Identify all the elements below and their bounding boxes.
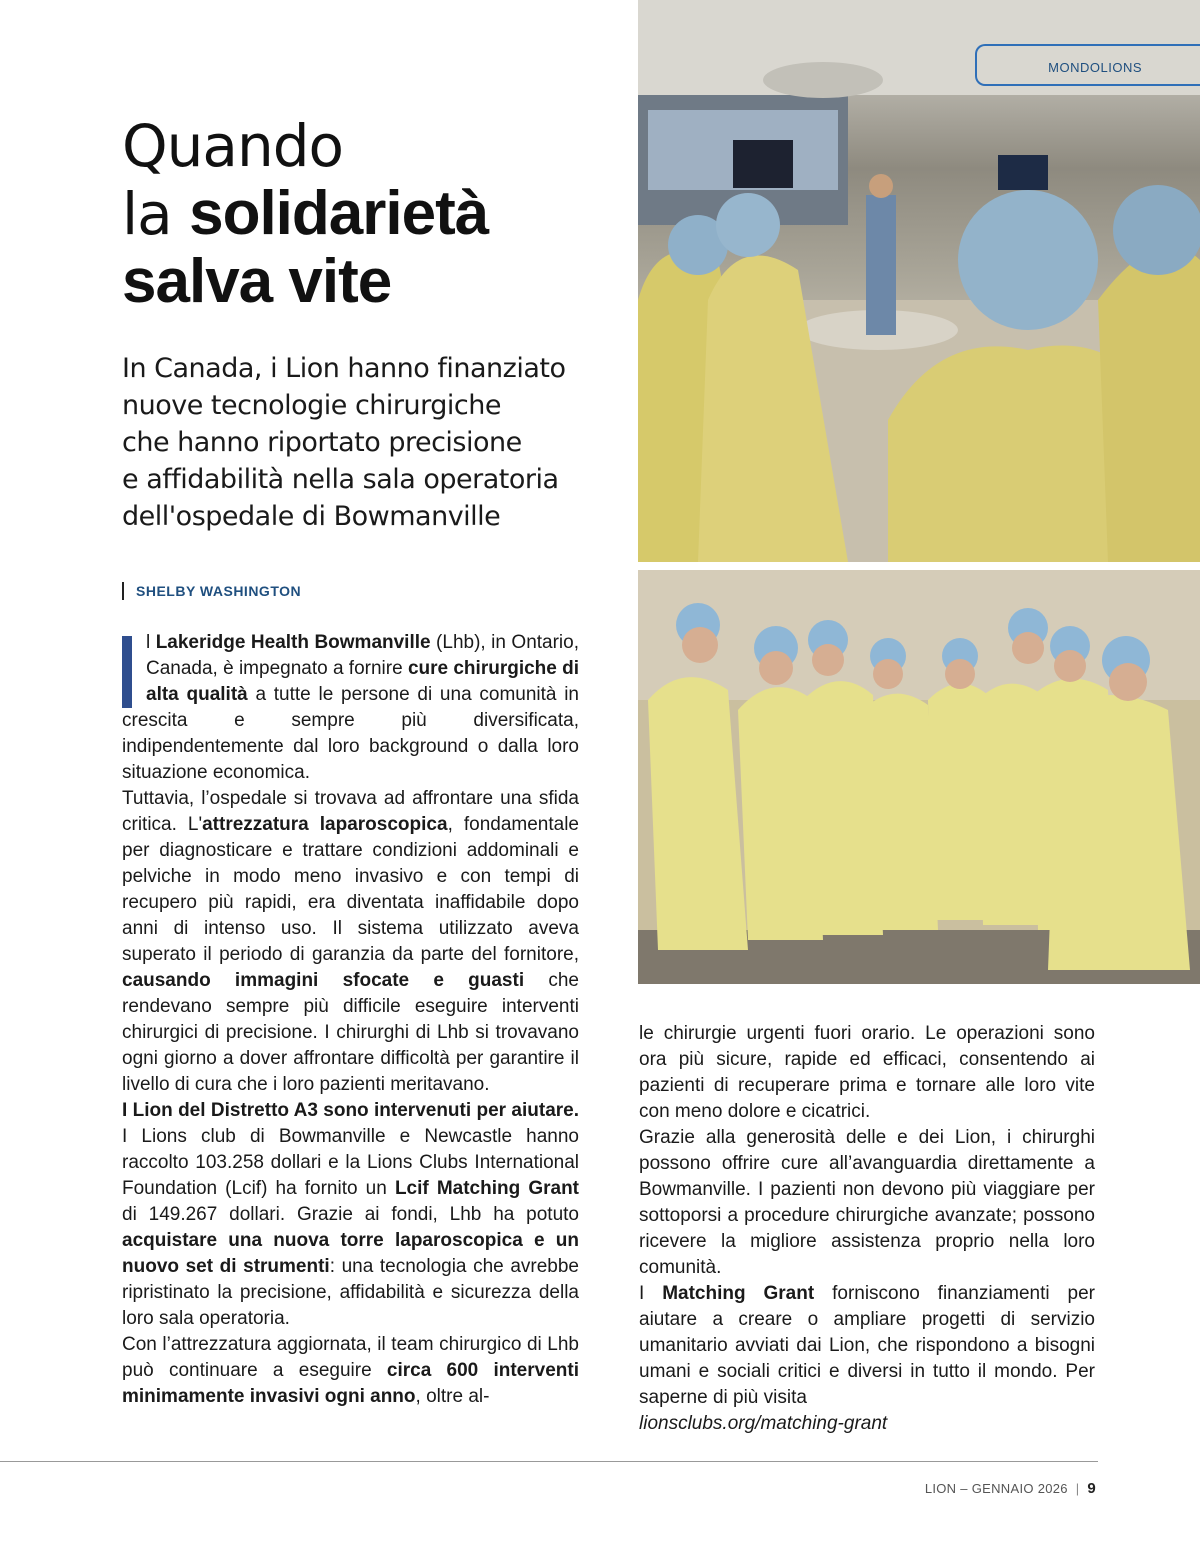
body-text: (Lhb), in Ontario, Canada, è impegnato a fornire <box>146 632 579 679</box>
bold-text: causando immagini sfocate e guasti <box>122 970 525 991</box>
subtitle-line: nuove tecnologie chirurgiche <box>122 390 501 421</box>
article-body-left-column <box>122 630 579 1410</box>
bold-text: attrezzatura laparoscopica <box>202 814 448 835</box>
section-tag <box>975 44 1200 86</box>
body-text: , fondamentale per diagnosticare e trattare condizioni addominali e pelviche in modo meno invasivo e con tempi di recupero più rapidi, era diventata inaffidabile dopo anni di intenso uso. Il sistema utilizzato aveva superato il periodo di garanzia da parte del fornitore, <box>122 814 580 965</box>
bold-text: cure chirurgiche di alta qualità <box>146 658 579 705</box>
article-subtitle <box>122 350 622 535</box>
body-paragraph <box>122 786 579 1098</box>
title-line-3: salva vite <box>122 247 392 316</box>
footer-separator: | <box>1075 1481 1080 1496</box>
body-text: di 149.267 dollari. Grazie ai fondi, Lhb ha potuto <box>122 1204 579 1225</box>
body-text: I <box>639 1283 663 1304</box>
body-paragraph <box>122 1332 579 1410</box>
body-text: Con l’attrezzatura aggiornata, il team chirurgico di Lhb può continuare a eseguire <box>122 1334 579 1381</box>
body-paragraph <box>639 1021 1095 1125</box>
matching-grant-link[interactable]: lionsclubs.org/matching-grant <box>639 1413 888 1434</box>
page-footer <box>925 1480 1096 1497</box>
body-text: Grazie alla generosità delle e dei Lion, i chirurghi possono offrire cure all’avanguardia direttamente a Bowmanville. I pazienti non devono più viaggiare per sottoporsi a procedure chirurgiche avanzate; possono ricevere la migliore assistenza proprio nella loro comunità. <box>639 1127 1095 1278</box>
group-photo <box>638 570 1200 984</box>
body-text: , oltre al- <box>415 1386 490 1407</box>
body-text: l <box>146 632 156 653</box>
drop-cap-bar <box>122 636 132 708</box>
body-paragraph <box>122 1098 579 1332</box>
body-text: che rendevano sempre più difficile eseguire interventi chirurgici di precisione. I chirurghi di Lhb si trovavano ogni giorno a dover affrontare difficoltà per garantire il livello di cura che i loro pazienti meritavano. <box>122 970 579 1095</box>
article-title <box>122 112 602 316</box>
body-text: I Lions club di Bowmanville e Newcastle hanno raccolto 103.258 dollari e la Lions Clubs International Foundation (Lcif) ha fornito un <box>122 1126 579 1199</box>
title-line-2-thin: la <box>122 180 190 248</box>
subtitle-line: che hanno riportato precisione <box>122 427 522 458</box>
bold-text: Matching Grant <box>662 1283 815 1304</box>
bold-text: acquistare una nuova torre laparoscopica e un nuovo set di strumenti <box>122 1230 579 1277</box>
title-line-2 <box>122 180 488 248</box>
bold-text: I Lion del Distretto A3 sono intervenuti per aiutare. <box>122 1100 579 1121</box>
bold-text: circa 600 interventi minimamente invasivi ogni anno <box>122 1360 579 1407</box>
operating-room-photo <box>638 0 1200 562</box>
subtitle-line: e affidabilità nella sala operatoria <box>122 464 559 495</box>
publication-issue: LION – GENNAIO 2026 <box>924 1481 1068 1496</box>
subtitle-line: dell'ospedale di Bowmanville <box>122 501 501 532</box>
section-tag-label: MONDOLIONS <box>1048 60 1142 75</box>
group-illustration <box>638 570 1200 984</box>
subtitle-line: In Canada, i Lion hanno finanziato <box>122 353 566 384</box>
body-text: forniscono finanziamenti per aiutare a creare o ampliare progetti di servizio umanitario avviati dai Lion, che rispondono a bisogni umani e sociali critici e diversi in tutto il mondo. Per saperne di più visita <box>639 1283 1095 1408</box>
author-byline: SHELBY WASHINGTON <box>122 582 301 600</box>
body-paragraph <box>122 630 579 786</box>
body-paragraph <box>639 1125 1095 1281</box>
body-paragraph <box>639 1281 1095 1411</box>
body-text: le chirurgie urgenti fuori orario. Le operazioni sono ora più sicure, rapide ed efficaci, consentendo ai pazienti di recuperare prima e tornare alle loro vite con meno dolore e cicatrici. <box>639 1023 1095 1122</box>
body-text: a tutte le persone di una comunità in crescita e sempre più diversificata, indipendentemente dal loro background o dalla loro situazione economica. <box>122 684 580 783</box>
page-number: 9 <box>1087 1480 1096 1497</box>
body-text: Tuttavia, l’ospedale si trovava ad affrontare una sfida critica. L' <box>122 788 579 835</box>
bold-text: Lakeridge Health Bowmanville <box>155 632 431 653</box>
title-line-2-bold: solidarietà <box>189 179 489 248</box>
article-body-right-column <box>639 1021 1095 1437</box>
bold-text: Lcif Matching Grant <box>394 1178 579 1199</box>
footer-divider <box>0 1461 1098 1462</box>
title-line-1: Quando <box>122 112 344 180</box>
body-text: : una tecnologia che avrebbe ripristinato la precisione, affidabilità e sicurezza della loro sala operatoria. <box>122 1256 579 1329</box>
